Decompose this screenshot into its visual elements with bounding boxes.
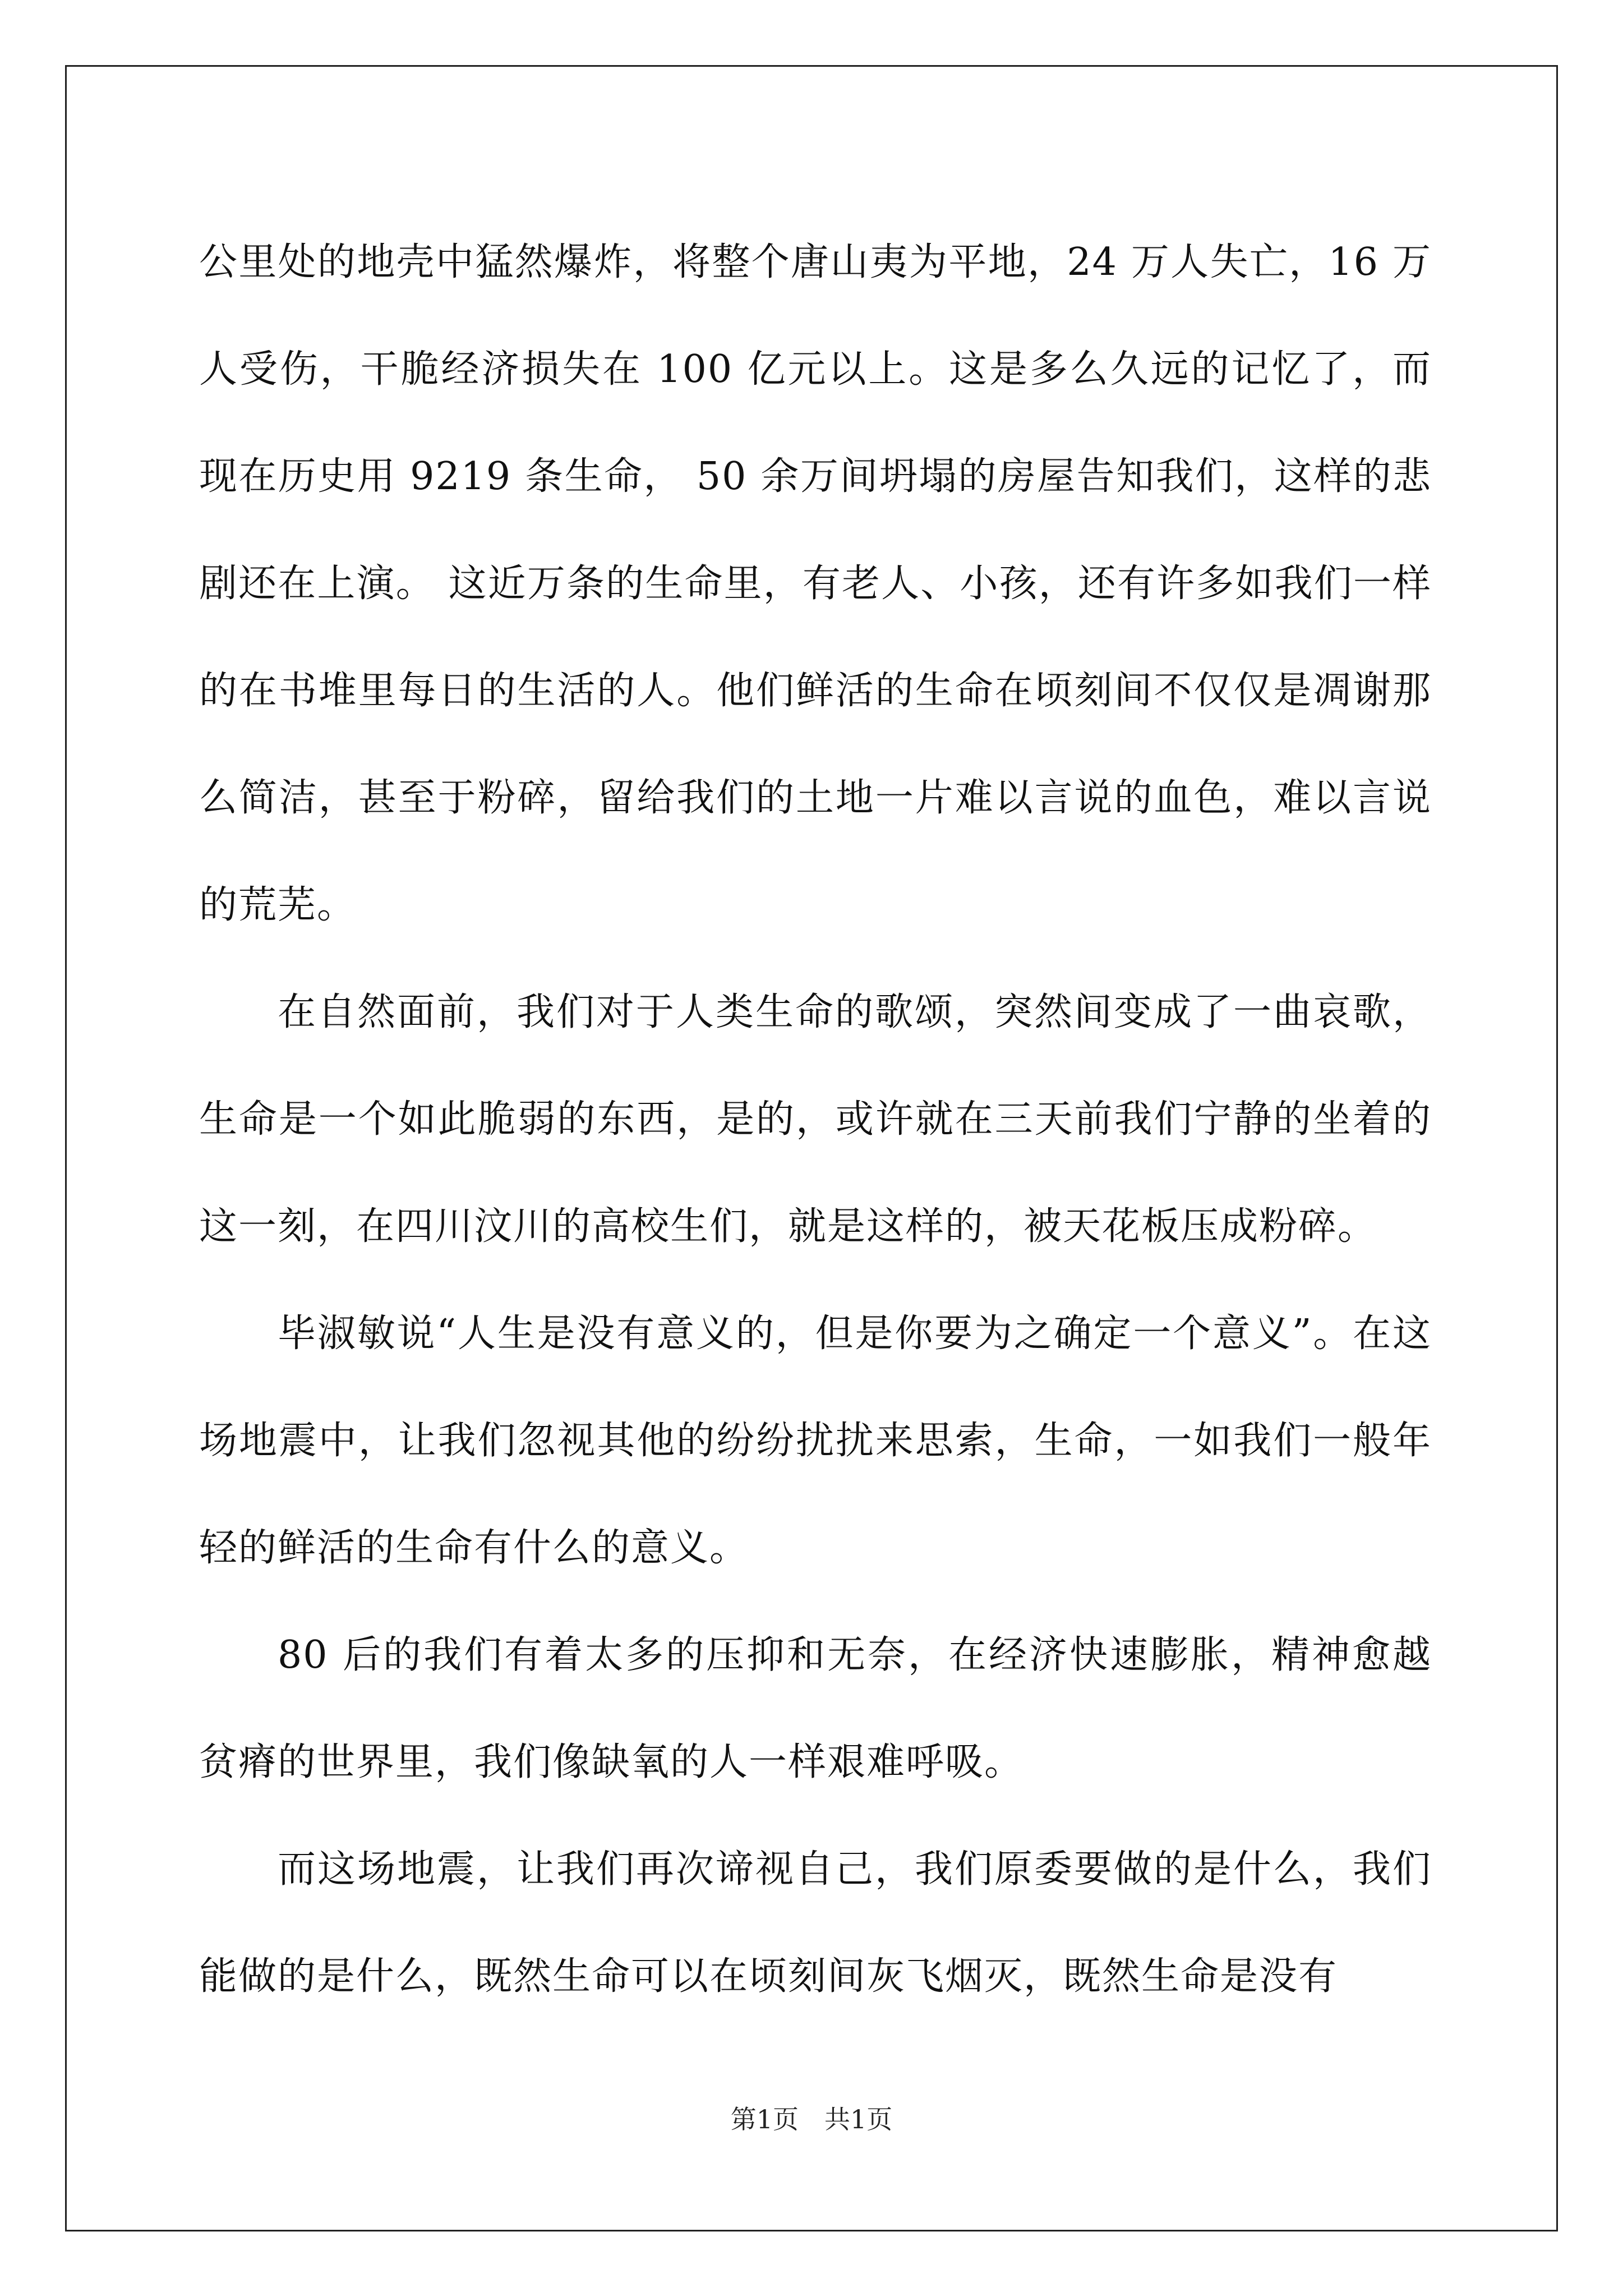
paragraph-5: 而这场地震，让我们再次谛视自己，我们原委要做的是什么，我们能做的是什么，既然生命可以在顷刻间灰飞烟灭，既然生命是没有 xyxy=(199,1847,1432,1999)
page-number-footer: 第1页 共1页 xyxy=(730,2104,893,2134)
paragraph-4: 80 后的我们有着太多的压抑和无奈，在经济快速膨胀，精神愈越贫瘠的世界里，我们像缺氧的人一样艰难呼吸。 xyxy=(199,1633,1432,1784)
paragraph-2: 在自然面前，我们对于人类生命的歌颂，突然间变成了一曲哀歌，生命是一个如此脆弱的东西，是的，或许就在三天前我们宁静的坐着的这一刻，在四川汶川的高校生们，就是这样的，被天花板压成粉碎。 xyxy=(199,990,1432,1249)
document-body xyxy=(199,209,1432,2030)
paragraph-1: 公里处的地壳中猛然爆炸，将整个唐山夷为平地，24 万人失亡，16 万人受伤，干脆经济损失在 100 亿元以上。这是多么久远的记忆了，而现在历史用 9219 条生命， 50 余万间坍塌的房屋告知我们，这样的悲剧还在上演。 这近万条的生命里，有老人、小孩，还有许多如我们一样的在书堆里每日的生活的人。他们鲜活的生命在顷刻间不仅仅是凋谢那么简洁，甚至于粉碎，留给我们的土地一片难以言说的血色，难以言说的荒芜。 xyxy=(199,240,1432,927)
paragraph-3: 毕淑敏说“人生是没有意义的，但是你要为之确定一个意义”。在这场地震中，让我们忽视其他的纷纷扰扰来思索，生命，一如我们一般年轻的鲜活的生命有什么的意义。 xyxy=(199,1312,1432,1570)
